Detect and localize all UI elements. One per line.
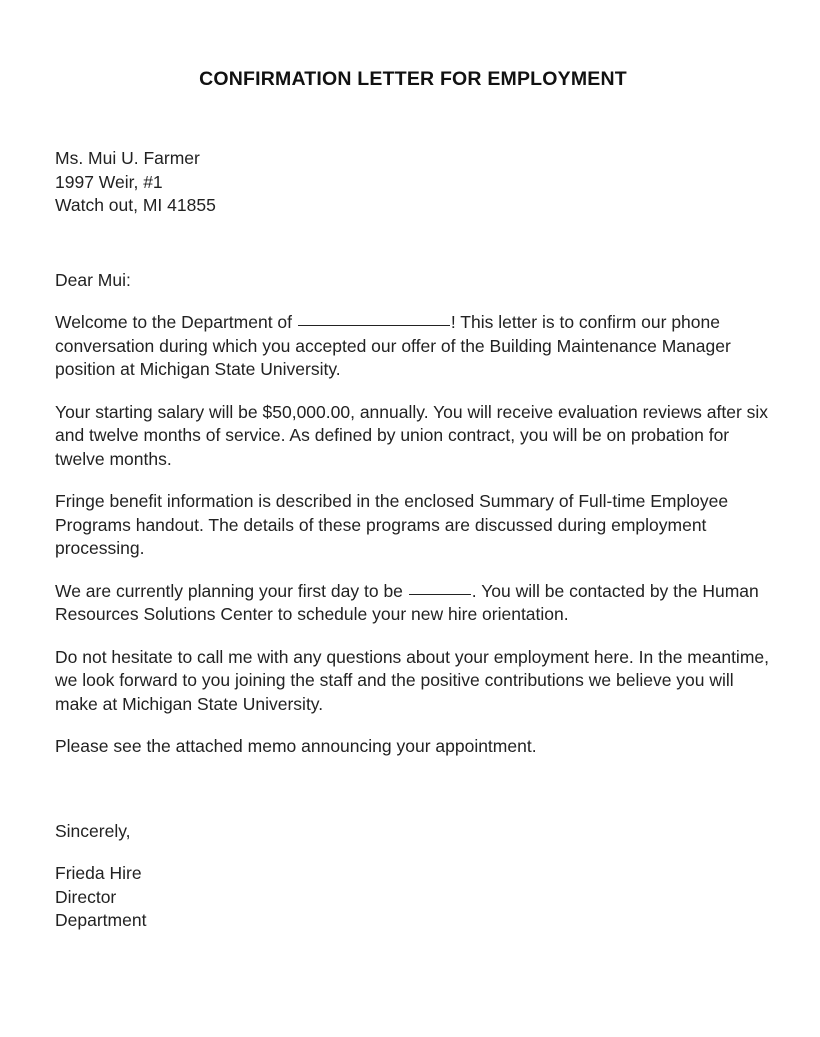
welcome-text-after-blank: ! This letter is to confirm our phone conversation during which you accepted our offer of the Building Maintenance Manager position at Michigan State University. — [55, 312, 731, 380]
closing-salutation: Sincerely, — [55, 820, 131, 841]
paragraph-questions: Do not hesitate to call me with any questions about your employment here. In the meantime, we look forward to you joining the staff and the positive contributions we believe you will make at Michigan State University. — [55, 646, 769, 714]
first-day-text-after-blank: . You will be contacted by the Human Resources Solutions Center to schedule your new hire orientation. — [55, 580, 759, 625]
paragraph-first-day — [55, 580, 771, 627]
signature-block — [55, 862, 771, 933]
salutation: Dear Mui: — [55, 269, 131, 290]
recipient-name: Ms. Mui U. Farmer — [55, 148, 200, 169]
page-title: CONFIRMATION LETTER FOR EMPLOYMENT — [199, 68, 627, 90]
recipient-address-block — [55, 147, 771, 218]
paragraph-salary: Your starting salary will be $50,000.00, annually. You will receive evaluation reviews after six and twelve months of service. As defined by union contract, you will be on probation for twelve months. — [55, 401, 769, 469]
letter-content — [55, 0, 771, 933]
recipient-street: 1997 Weir, #1 — [55, 171, 163, 192]
signer-name: Frieda Hire — [55, 863, 142, 884]
welcome-text-before-blank: Welcome to the Department of — [55, 312, 297, 333]
paragraph-welcome — [55, 311, 771, 382]
signer-department: Department — [55, 910, 147, 931]
first-day-blank-field[interactable] — [409, 594, 471, 595]
paragraph-fringe-benefits: Fringe benefit information is described in the enclosed Summary of Full-time Employee Programs handout. The details of these programs are discussed during employment processing. — [55, 491, 729, 559]
department-blank-field[interactable] — [298, 325, 450, 326]
recipient-city-state-zip: Watch out, MI 41855 — [55, 195, 216, 216]
first-day-text-before-blank: We are currently planning your first day to be — [55, 580, 408, 601]
signer-title: Director — [55, 886, 117, 907]
paragraph-memo: Please see the attached memo announcing your appointment. — [55, 736, 537, 757]
